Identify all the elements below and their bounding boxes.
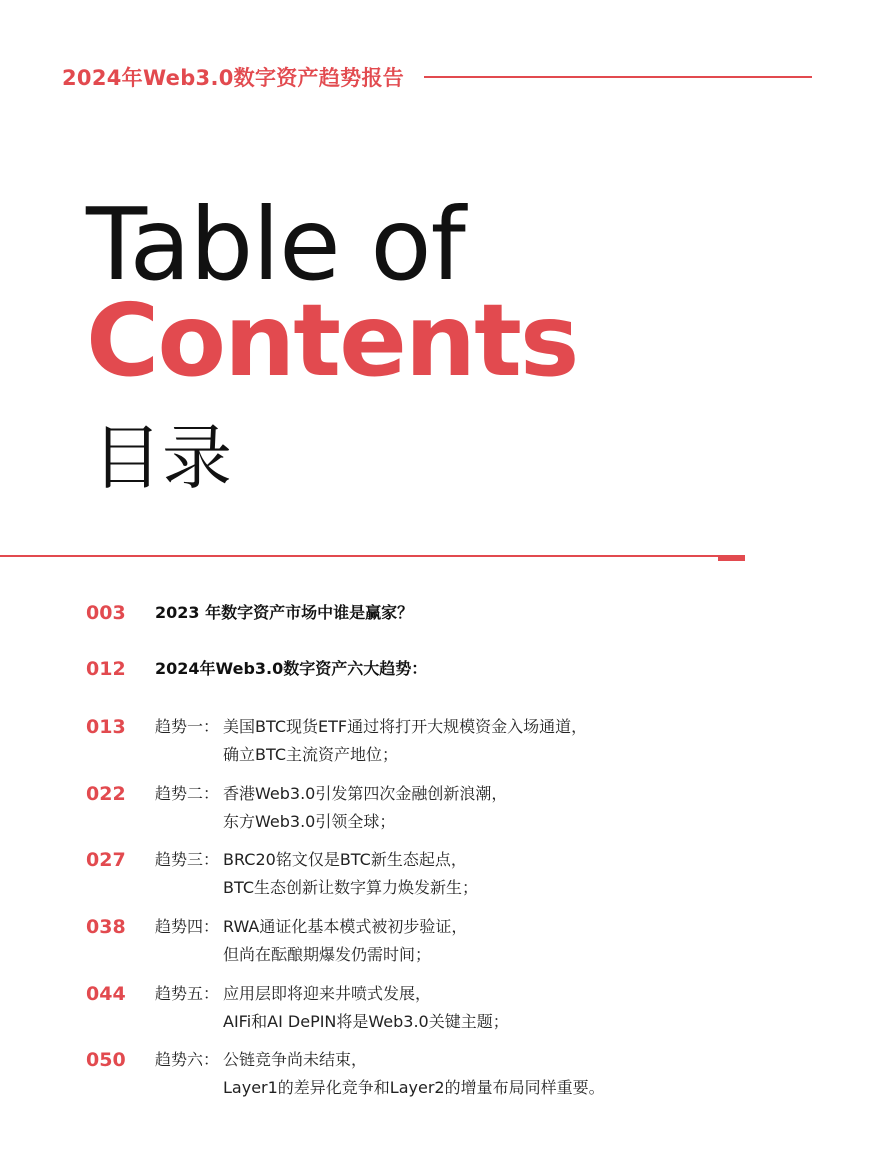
- toc-line-2: Layer1的差异化竞争和Layer2的增量布局同样重要。: [223, 1078, 605, 1097]
- toc-line-1: 香港Web3.0引发第四次金融创新浪潮，: [223, 784, 508, 803]
- toc-page-number: 027: [86, 849, 126, 871]
- toc-page-number: 050: [86, 1049, 126, 1071]
- toc-entry-text: [223, 1046, 605, 1102]
- toc-entry-text: [223, 713, 587, 769]
- toc-line-1: 美国BTC现货ETF通过将打开大规模资金入场通道，: [223, 717, 588, 736]
- title-contents: Contents: [86, 282, 578, 399]
- toc-line-1: BRC20铭文仅是BTC新生态起点，: [223, 850, 467, 869]
- toc-trend-label: 趋势一：: [155, 717, 220, 736]
- toc-line-1: RWA通证化基本模式被初步验证，: [223, 917, 468, 936]
- toc-trend-label: 趋势三：: [155, 850, 220, 869]
- toc-line-1: 公链竞争尚未结束，: [223, 1050, 368, 1069]
- toc-entry-title: 2023 年数字资产市场中谁是赢家？: [155, 603, 414, 622]
- toc-entry-text: [223, 780, 507, 836]
- toc-line-2: BTC生态创新让数字算力焕发新生；: [223, 878, 478, 897]
- toc-entry-text: [223, 980, 509, 1036]
- toc-trend-label: 趋势五：: [155, 984, 220, 1003]
- toc-trend-label: 趋势六：: [155, 1050, 220, 1069]
- toc-line-2: 但尚在酝酿期爆发仍需时间；: [223, 945, 432, 964]
- title-table-of: Table of: [86, 186, 465, 303]
- toc-page-number: 003: [86, 602, 126, 624]
- toc-trend-label: 趋势四：: [155, 917, 220, 936]
- title-chinese: 目录: [92, 417, 232, 499]
- toc-page-number: 013: [86, 716, 126, 738]
- toc-entry-title: 2024年Web3.0数字资产六大趋势：: [155, 659, 428, 678]
- toc-page-number: 038: [86, 916, 126, 938]
- report-title: 2024年Web3.0数字资产趋势报告: [62, 66, 405, 90]
- toc-line-2: 确立BTC主流资产地位；: [223, 745, 398, 764]
- toc-line-2: AIFi和AI DePIN将是Web3.0关键主题；: [223, 1012, 509, 1031]
- toc-entry-text: [223, 913, 467, 969]
- toc-line-1: 应用层即将迎来井喷式发展，: [223, 984, 432, 1003]
- toc-page-number: 044: [86, 983, 126, 1005]
- toc-page-number: 012: [86, 658, 126, 680]
- toc-entry-text: [223, 846, 478, 902]
- toc-page-number: 022: [86, 783, 126, 805]
- toc-trend-label: 趋势二：: [155, 784, 220, 803]
- toc-line-2: 东方Web3.0引领全球；: [223, 812, 396, 831]
